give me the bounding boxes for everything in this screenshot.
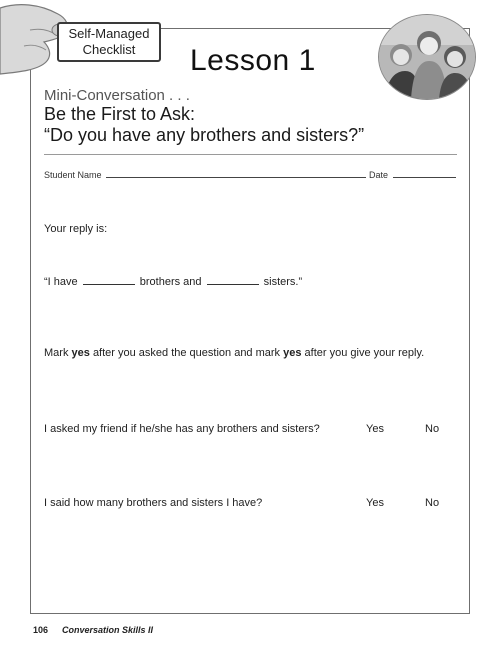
instruction-part-1: Mark [44, 347, 69, 359]
mini-conversation-label: Mini-Conversation . . . [44, 87, 190, 104]
reply-part-1: “I have [44, 276, 78, 288]
tag-line-2: Checklist [82, 42, 136, 57]
tag-line-1: Self-Managed [68, 26, 150, 41]
question-heading: “Do you have any brothers and sisters?” [44, 125, 365, 145]
students-photo [378, 14, 476, 100]
section-divider [44, 154, 457, 155]
checklist-yes-option-2[interactable]: Yes [366, 497, 384, 509]
reply-part-3: sisters.” [263, 276, 303, 288]
instruction-part-2: after you asked the question and mark [92, 347, 281, 359]
reply-part-2: brothers and [139, 276, 202, 288]
checklist-yes-option-1[interactable]: Yes [366, 423, 384, 435]
sisters-count-blank[interactable] [207, 274, 259, 285]
instruction-yes-2: yes [283, 347, 302, 359]
first-to-ask-heading: Be the First to Ask: [44, 104, 196, 124]
student-name-field[interactable] [106, 177, 366, 178]
checklist-tag [57, 22, 161, 62]
checklist-no-option-2[interactable]: No [425, 497, 440, 509]
date-label: Date [369, 170, 389, 180]
date-field[interactable] [393, 177, 456, 178]
reply-sentence [44, 274, 302, 288]
checklist-no-option-1[interactable]: No [425, 423, 440, 435]
checklist-question-2: I said how many brothers and sisters I have? [44, 497, 263, 509]
instruction-text [44, 347, 424, 359]
book-title: Conversation Skills II [62, 625, 154, 635]
student-name-label: Student Name [44, 170, 102, 180]
instruction-yes-1: yes [71, 347, 90, 359]
checklist-question-1: I asked my friend if he/she has any brothers and sisters? [44, 423, 320, 435]
reply-label: Your reply is: [44, 223, 108, 235]
page-number: 106 [33, 625, 49, 635]
lesson-title: Lesson 1 [190, 44, 316, 77]
brothers-count-blank[interactable] [83, 274, 135, 285]
instruction-part-3: after you give your reply. [304, 347, 425, 359]
